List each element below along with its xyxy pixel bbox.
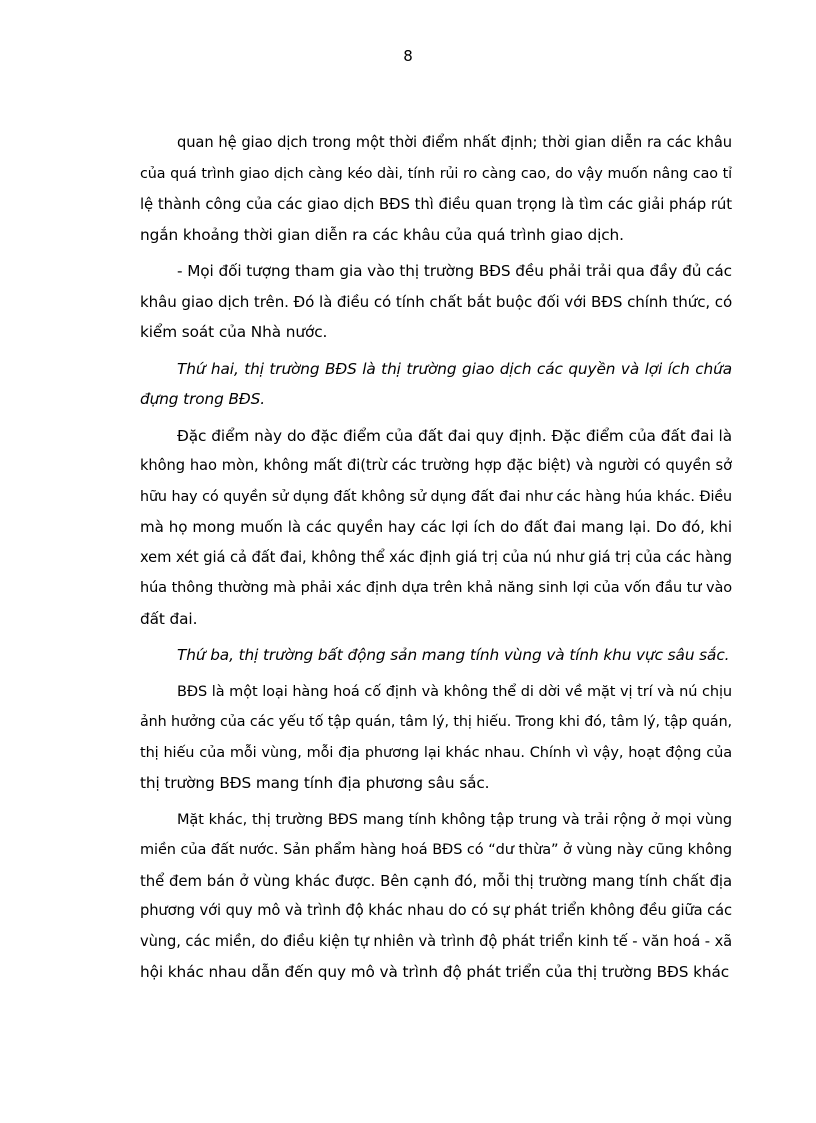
- text-line: khâu giao dịch trên. Đó là điều có tính chất bắt buộc đối với BĐS chính thức, có: [140, 292, 733, 311]
- text-line: kiểm soát của Nhà nước.: [140, 323, 328, 341]
- section-heading-paragraph: [140, 354, 732, 415]
- text-line: đất đai.: [140, 609, 198, 628]
- document-body: [140, 128, 732, 994]
- text-line: Thứ hai, thị trường BĐS là thị trường giao dịch các quyền và lợi ích chứa: [177, 359, 732, 378]
- text-line: phương với quy mô và trình độ khác nhau do có sự phát triển không đều giữa các: [140, 902, 732, 919]
- text-line: của quá trình giao dịch càng kéo dài, tính rủi ro càng cao, do vậy muốn nâng cao tỉ: [140, 165, 732, 182]
- text-line: thị hiếu của mỗi vùng, mỗi địa phương lại khác nhau. Chính vì vậy, hoạt động của: [140, 744, 732, 761]
- text-line: xem xét giá cả đất đai, không thể xác định giá trị của nú như giá trị của các hàng: [140, 548, 732, 566]
- text-line: không hao mòn, không mất đi(trừ các trường hợp đặc biệt) và người có quyền sở: [140, 457, 732, 474]
- text-line: thị trường BĐS mang tính địa phương sâu sắc.: [140, 774, 490, 792]
- text-line: Đặc điểm này do đặc điểm của đất đai quy định. Đặc điểm của đất đai là: [177, 426, 732, 445]
- text-line: BĐS là một loại hàng hoá cố định và không thể di dời về mặt vị trí và nú chịu: [177, 683, 732, 700]
- page-number: 8: [403, 47, 413, 65]
- text-line: thể đem bán ở vùng khác được. Bên cạnh đó, mỗi thị trường mang tính chất địa: [140, 871, 732, 890]
- text-line: quan hệ giao dịch trong một thời điểm nhất định; thời gian diễn ra các khâu: [177, 134, 732, 151]
- body-paragraph: [140, 128, 732, 250]
- body-paragraph: [140, 421, 732, 635]
- text-line: - Mọi đối tượng tham gia vào thị trường BĐS đều phải trải qua đầy đủ các: [177, 262, 732, 280]
- body-paragraph: [140, 256, 732, 348]
- body-paragraph: [140, 805, 732, 988]
- text-line: vùng, các miền, do điều kiện tự nhiên và trình độ phát triển kinh tế - văn hoá - xã: [140, 932, 733, 950]
- text-line: lệ thành công của các giao dịch BĐS thì điều quan trọng là tìm các giải pháp rút: [140, 195, 732, 213]
- text-line: mà họ mong muốn là các quyền hay các lợi ích do đất đai mang lại. Do đó, khi: [140, 518, 732, 536]
- text-line: Mặt khác, thị trường BĐS mang tính không tập trung và trải rộng ở mọi vùng: [177, 811, 732, 828]
- text-line: miền của đất nước. Sản phẩm hàng hoá BĐS có “dư thừa” ở vùng này cũng không: [140, 842, 732, 858]
- text-line: đựng trong BĐS.: [140, 390, 266, 408]
- text-line: ảnh hưởng của các yếu tố tập quán, tâm lý, thị hiếu. Trong khi đó, tâm lý, tập quán,: [140, 714, 732, 730]
- text-line: Thứ ba, thị trường bất động sản mang tính vùng và tính khu vực sâu sắc.: [177, 646, 730, 664]
- text-line: hội khác nhau dẫn đến quy mô và trình độ phát triển của thị trường BĐS khác: [140, 963, 730, 981]
- section-heading-paragraph: [140, 640, 732, 671]
- text-line: hữu hay có quyền sử dụng đất không sử dụng đất đai như các hàng húa khác. Điều: [140, 488, 732, 505]
- text-line: ngắn khoảng thời gian diễn ra các khâu của quá trình giao dịch.: [140, 225, 624, 244]
- text-line: húa thông thường mà phải xác định dựa trên khả năng sinh lợi của vốn đầu tư vào: [140, 580, 732, 596]
- body-paragraph: [140, 677, 732, 799]
